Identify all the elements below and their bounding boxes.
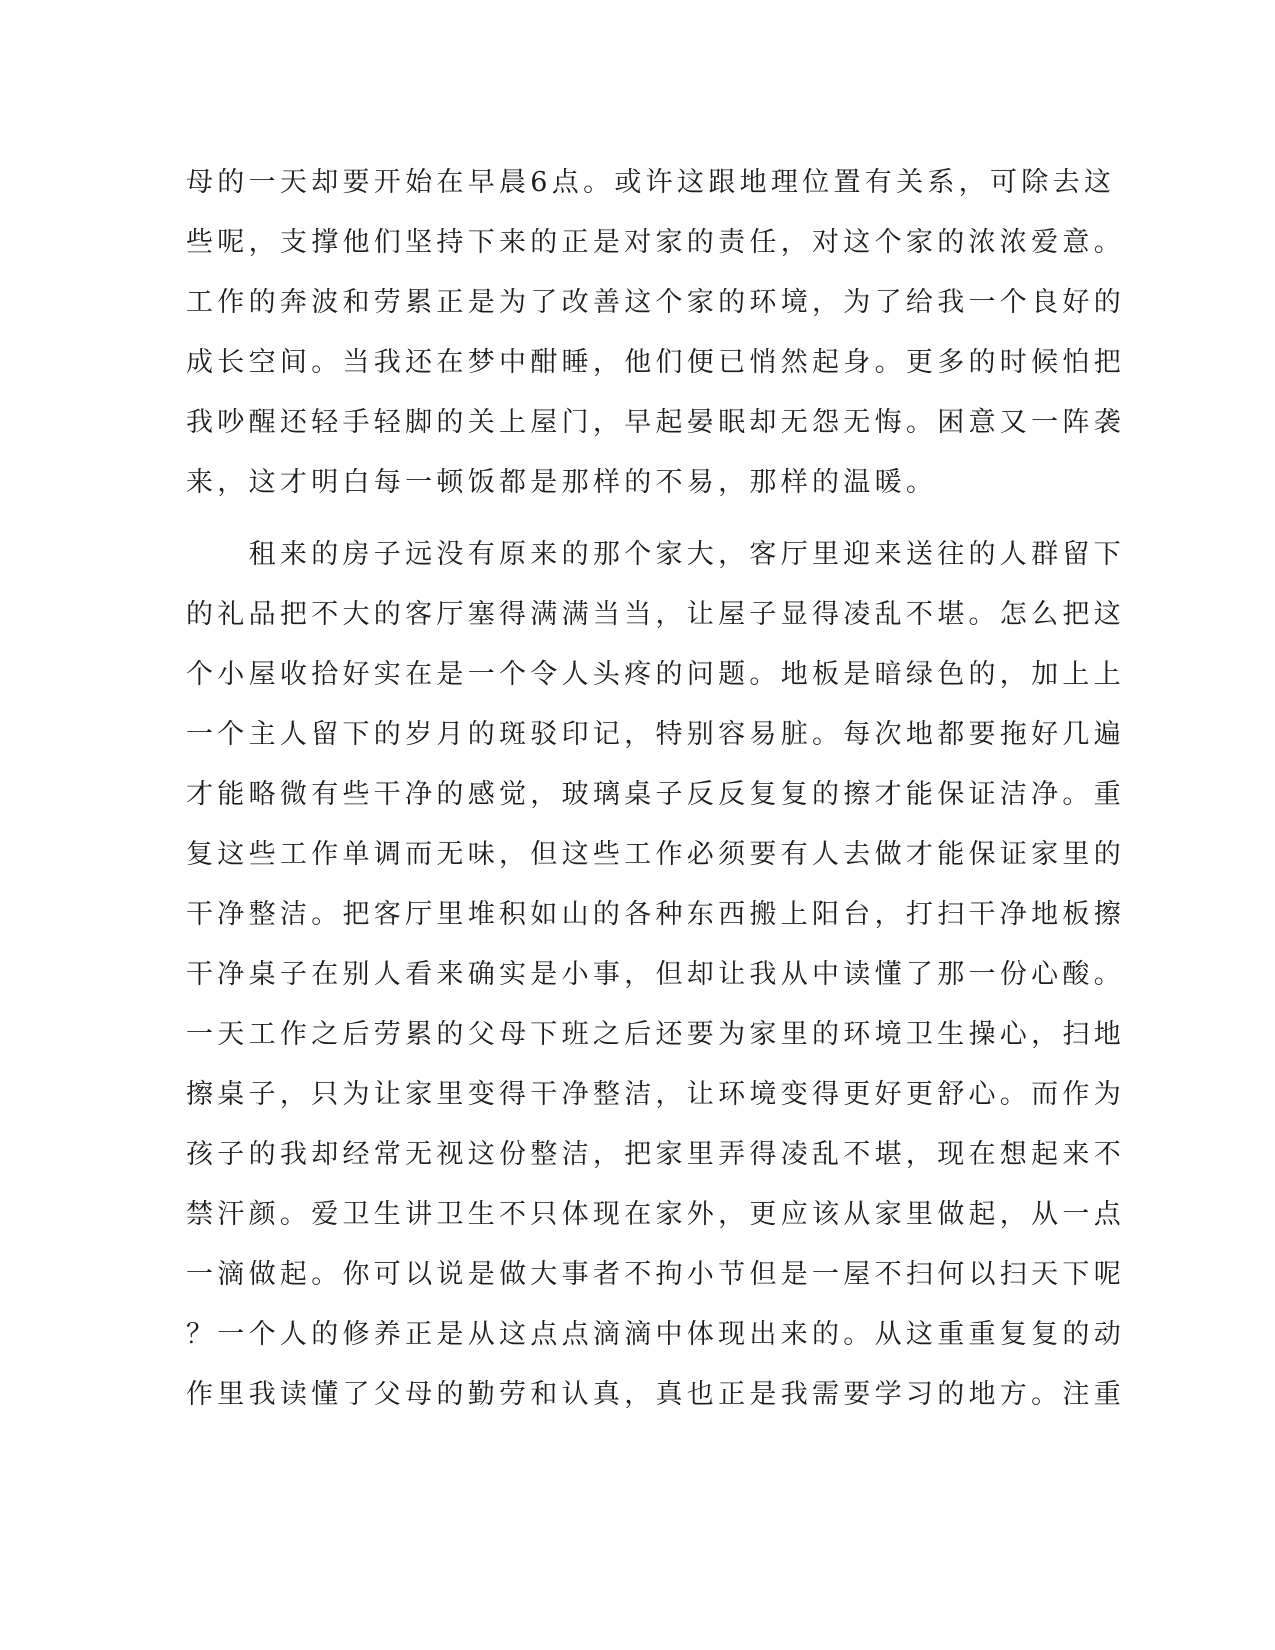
text-line: 干净整洁。把客厅里堆积如山的各种东西搬上阳台，打扫干净地板擦 [186,899,1125,930]
text-line: 工作的奔波和劳累正是为了改善这个家的环境，为了给我一个良好的 [186,287,1125,318]
text-line: 孩子的我却经常无视这份整洁，把家里弄得凌乱不堪，现在想起来不 [186,1139,1125,1170]
text-line: 一个主人留下的岁月的斑驳印记，特别容易脏。每次地都要拖好几遍 [186,719,1125,750]
text-line: 的礼品把不大的客厅塞得满满当当，让屋子显得凌乱不堪。怎么把这 [186,599,1125,630]
text-line: 复这些工作单调而无味，但这些工作必须要有人去做才能保证家里的 [186,839,1125,870]
text-line: 禁汗颜。爱卫生讲卫生不只体现在家外，更应该从家里做起，从一点 [186,1199,1125,1230]
text-line: 成长空间。当我还在梦中酣睡，他们便已悄然起身。更多的时候怕把 [186,347,1125,378]
text-line: ？一个人的修养正是从这点点滴滴中体现出来的。从这重重复复的动 [186,1319,1125,1350]
text-line: 母的一天却要开始在早晨6点。或许这跟地理位置有关系，可除去这 [186,167,1116,198]
text-line: 我吵醒还轻手轻脚的关上屋门，早起晏眠却无怨无悔。困意又一阵袭 [186,407,1125,438]
text-line: 作里我读懂了父母的勤劳和认真，真也正是我需要学习的地方。注重 [186,1379,1125,1410]
text-line: 来，这才明白每一顿饭都是那样的不易，那样的温暖。 [186,467,938,498]
paragraph-start-line: 租来的房子远没有原来的那个家大，客厅里迎来送往的人群留下 [186,539,1125,570]
body-text [186,164,1125,1436]
text-line: 干净桌子在别人看来确实是小事，但却让我从中读懂了那一份心酸。 [186,959,1125,990]
text-line: 个小屋收拾好实在是一个令人头疼的问题。地板是暗绿色的，加上上 [186,659,1125,690]
text-line: 才能略微有些干净的感觉，玻璃桌子反反复复的擦才能保证洁净。重 [186,779,1125,810]
text-line: 擦桌子，只为让家里变得干净整洁，让环境变得更好更舒心。而作为 [186,1079,1125,1110]
text-line: 一滴做起。你可以说是做大事者不拘小节但是一屋不扫何以扫天下呢 [186,1259,1125,1290]
text-line: 一天工作之后劳累的父母下班之后还要为家里的环境卫生操心，扫地 [186,1019,1125,1050]
text-line: 些呢，支撑他们坚持下来的正是对家的责任，对这个家的浓浓爱意。 [186,227,1125,258]
